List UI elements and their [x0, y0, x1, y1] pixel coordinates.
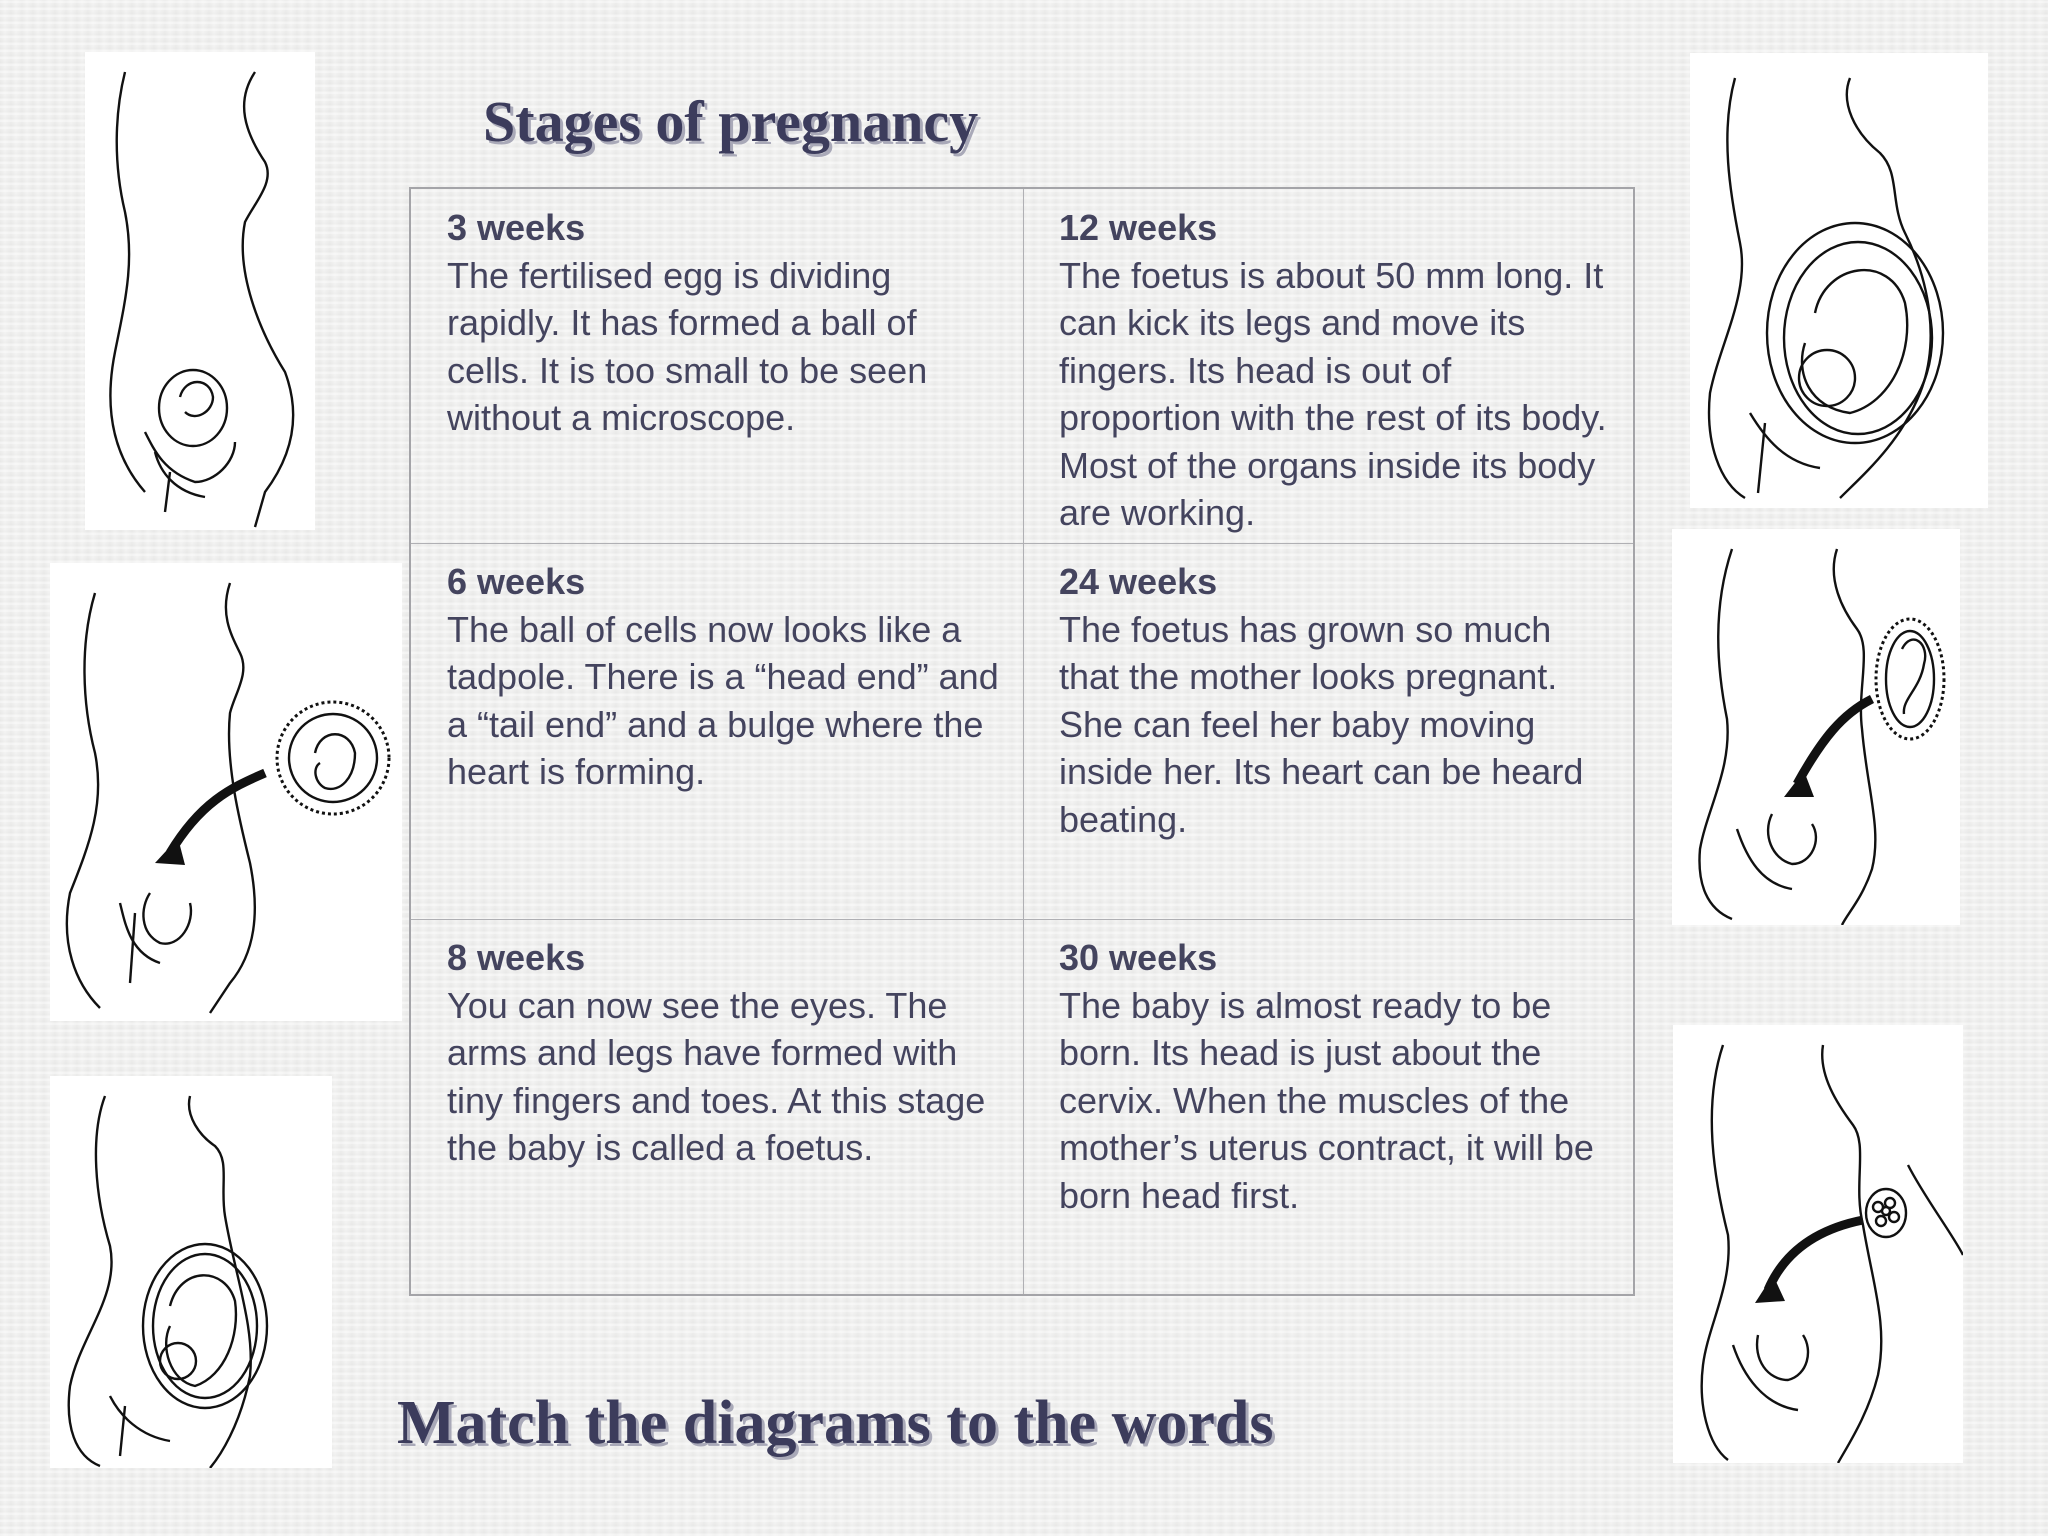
pregnancy-side-view-late-foetus-icon	[1690, 53, 1988, 508]
stage-cell-24-weeks	[1059, 558, 1619, 843]
table-row-divider	[411, 543, 1633, 544]
pregnancy-side-view-tadpole-embryo-inset-icon	[1672, 529, 1960, 925]
stage-cell-30-weeks	[1059, 934, 1619, 1219]
diagram-left-top[interactable]	[85, 52, 315, 530]
stage-cell-12-weeks	[1059, 204, 1619, 537]
stage-description: You can now see the eyes. The arms and legs have formed with tiny fingers and toes. At this stage the baby is called a foetus.	[447, 984, 986, 1168]
pregnancy-side-view-embryo-inset-icon	[50, 563, 402, 1021]
stage-cell-8-weeks	[447, 934, 1002, 1172]
stage-label: 3 weeks	[447, 207, 586, 248]
diagram-left-middle[interactable]	[50, 563, 402, 1021]
stage-description: The foetus is about 50 mm long. It can kick its legs and move its fingers. Its head is out of proportion with the rest of its body. Most of the organs inside its body are working.	[1059, 254, 1607, 533]
table-column-divider	[1023, 189, 1024, 1294]
stage-description: The fertilised egg is dividing rapidly. It has formed a ball of cells. It is too small to be seen without a microscope.	[447, 254, 928, 438]
stage-label: 24 weeks	[1059, 561, 1218, 602]
stages-table	[409, 187, 1635, 1296]
stage-description: The baby is almost ready to be born. Its head is just about the cervix. When the muscles of the mother’s uterus contract, it will be born head first.	[1059, 984, 1594, 1216]
pregnancy-side-view-mid-foetus-icon	[50, 1076, 332, 1468]
stage-label: 6 weeks	[447, 561, 586, 602]
page-title: Stages of pregnancy	[483, 89, 979, 154]
stage-label: 8 weeks	[447, 937, 586, 978]
stage-description: The foetus has grown so much that the mother looks pregnant. She can feel her baby moving inside her. Its heart can be heard beating.	[1059, 608, 1584, 840]
instruction-text: Match the diagrams to the words	[397, 1389, 1274, 1457]
pregnancy-side-view-cell-ball-inset-icon	[1673, 1025, 1963, 1463]
stage-label: 30 weeks	[1059, 937, 1218, 978]
table-row-divider	[411, 919, 1633, 920]
stage-cell-3-weeks	[447, 204, 1002, 442]
stage-description: The ball of cells now looks like a tadpole. There is a “head end” and a “tail end” and a bulge where the heart is forming.	[447, 608, 999, 792]
diagram-right-bottom[interactable]	[1673, 1025, 1963, 1463]
stage-cell-6-weeks	[447, 558, 1002, 796]
pregnancy-side-view-early-foetus-icon	[85, 52, 315, 530]
stage-label: 12 weeks	[1059, 207, 1218, 248]
diagram-right-middle[interactable]	[1672, 529, 1960, 925]
diagram-right-top[interactable]	[1690, 53, 1988, 508]
diagram-left-bottom[interactable]	[50, 1076, 332, 1468]
